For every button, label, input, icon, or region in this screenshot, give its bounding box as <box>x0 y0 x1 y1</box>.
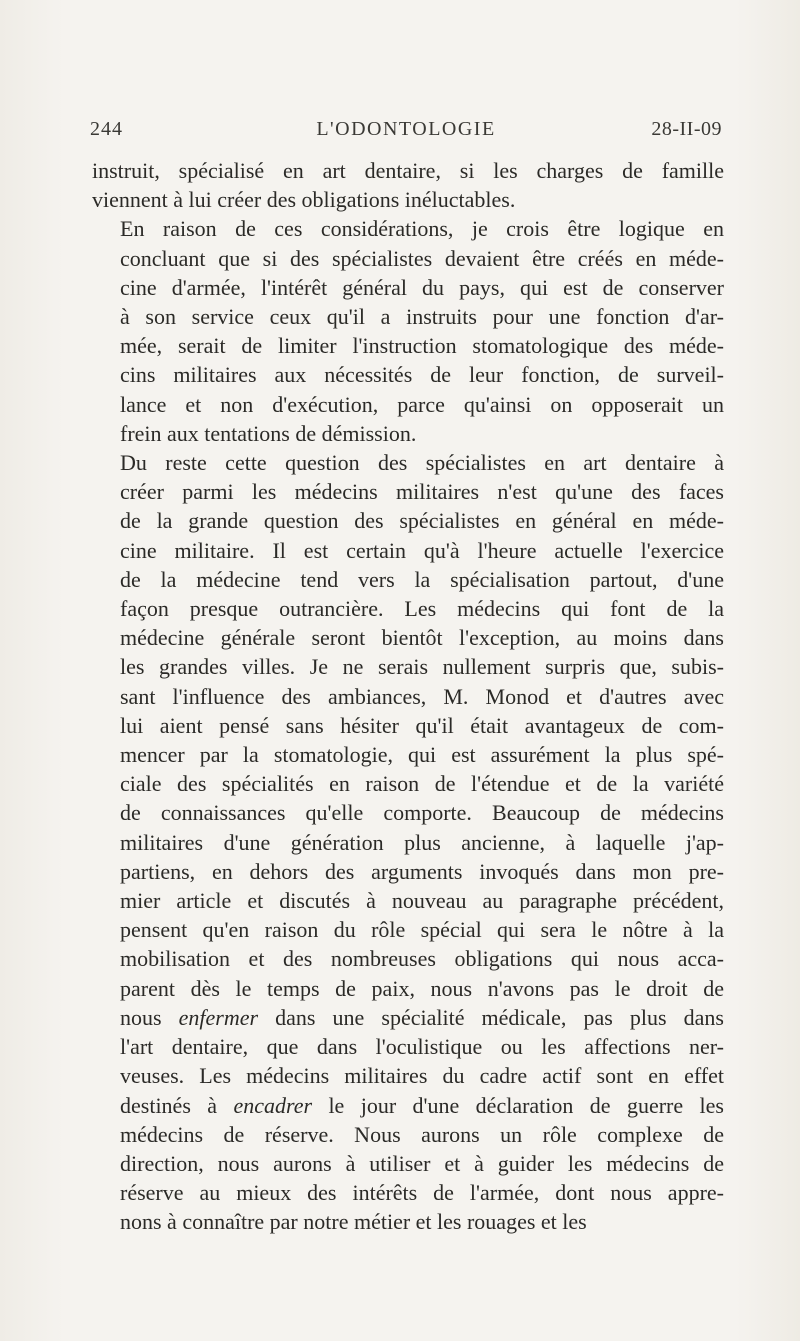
text-line: concluant que si des spécialistes devaient être créés en méde- <box>120 245 724 271</box>
text-line: instruit, spécialisé en art dentaire, si les charges de famille <box>92 158 724 183</box>
text-line: pensent qu'en raison du rôle spécial qui sera le nôtre à la <box>120 917 724 943</box>
text-line: médecins de réserve. Nous aurons un rôle complexe de <box>120 1121 724 1147</box>
body-text <box>92 156 724 1237</box>
text-line: médecine générale seront bientôt l'exception, au moins dans <box>120 625 724 651</box>
running-header <box>90 118 722 146</box>
text-line: cins militaires aux nécessités de leur fonction, de surveil- <box>120 362 724 388</box>
text-line: l'art dentaire, que dans l'oculistique ou les affections ner- <box>120 1034 724 1060</box>
text-line: façon presque outrancière. Les médecins qui font de la <box>120 596 724 622</box>
journal-title: L'ODONTOLOGIE <box>316 118 496 140</box>
text-line: mée, serait de limiter l'instruction stomatologique des méde- <box>120 333 724 359</box>
text-line: frein aux tentations de démission. <box>120 420 417 446</box>
text-line: à son service ceux qu'il a instruits pour une fonction d'ar- <box>120 304 724 330</box>
text-line: cine d'armée, l'intérêt général du pays, qui est de conserver <box>120 274 724 300</box>
page-number: 244 <box>90 118 123 140</box>
text-line: militaires d'une génération plus ancienne, à laquelle j'ap- <box>120 829 724 855</box>
text-line: lance et non d'exécution, parce qu'ainsi on opposerait un <box>120 391 724 417</box>
text-line: réserve au mieux des intérêts de l'armée, dont nous appre- <box>120 1180 724 1206</box>
paragraph <box>92 448 724 1236</box>
text-line: sant l'influence des ambiances, M. Monod et d'autres avec <box>120 683 724 709</box>
text-line: de la grande question des spécialistes en général en méde- <box>120 508 724 534</box>
text-line: de connaissances qu'elle comporte. Beaucoup de médecins <box>120 800 724 826</box>
text-line: partiens, en dehors des arguments invoqués dans mon pre- <box>120 858 724 884</box>
text-line: créer parmi les médecins militaires n'est qu'une des faces <box>120 479 724 505</box>
text-line: mier article et discutés à nouveau au paragraphe précédent, <box>120 888 724 914</box>
text-line: En raison de ces considérations, je crois être logique en <box>120 216 724 242</box>
text-line: lui aient pensé sans hésiter qu'il était avantageux de com- <box>120 712 724 738</box>
text-line: nous enfermer dans une spécialité médicale, pas plus dans <box>120 1004 724 1030</box>
text-line: veuses. Les médecins militaires du cadre actif sont en effet <box>120 1063 724 1089</box>
text-line: viennent à lui créer des obligations inéluctables. <box>92 187 516 213</box>
text-line: parent dès le temps de paix, nous n'avons pas le droit de <box>120 975 724 1001</box>
text-line: mencer par la stomatologie, qui est assurément la plus spé- <box>120 742 724 768</box>
text-line: destinés à encadrer le jour d'une déclaration de guerre les <box>120 1092 724 1118</box>
text-line: ciale des spécialités en raison de l'étendue et de la variété <box>120 771 724 797</box>
text-line: les grandes villes. Je ne serais nullement surpris que, subis- <box>120 654 724 680</box>
issue-date: 28-II-09 <box>651 118 722 140</box>
paragraph <box>92 156 724 214</box>
text-line: nons à connaître par notre métier et les rouages et les <box>120 1209 587 1235</box>
text-line: Du reste cette question des spécialistes en art dentaire à <box>120 450 724 476</box>
text-line: cine militaire. Il est certain qu'à l'heure actuelle l'exercice <box>120 537 724 563</box>
paragraph <box>92 214 724 448</box>
text-line: de la médecine tend vers la spécialisation partout, d'une <box>120 566 724 592</box>
text-line: direction, nous aurons à utiliser et à guider les médecins de <box>120 1150 724 1176</box>
text-line: mobilisation et des nombreuses obligations qui nous acca- <box>120 946 724 972</box>
